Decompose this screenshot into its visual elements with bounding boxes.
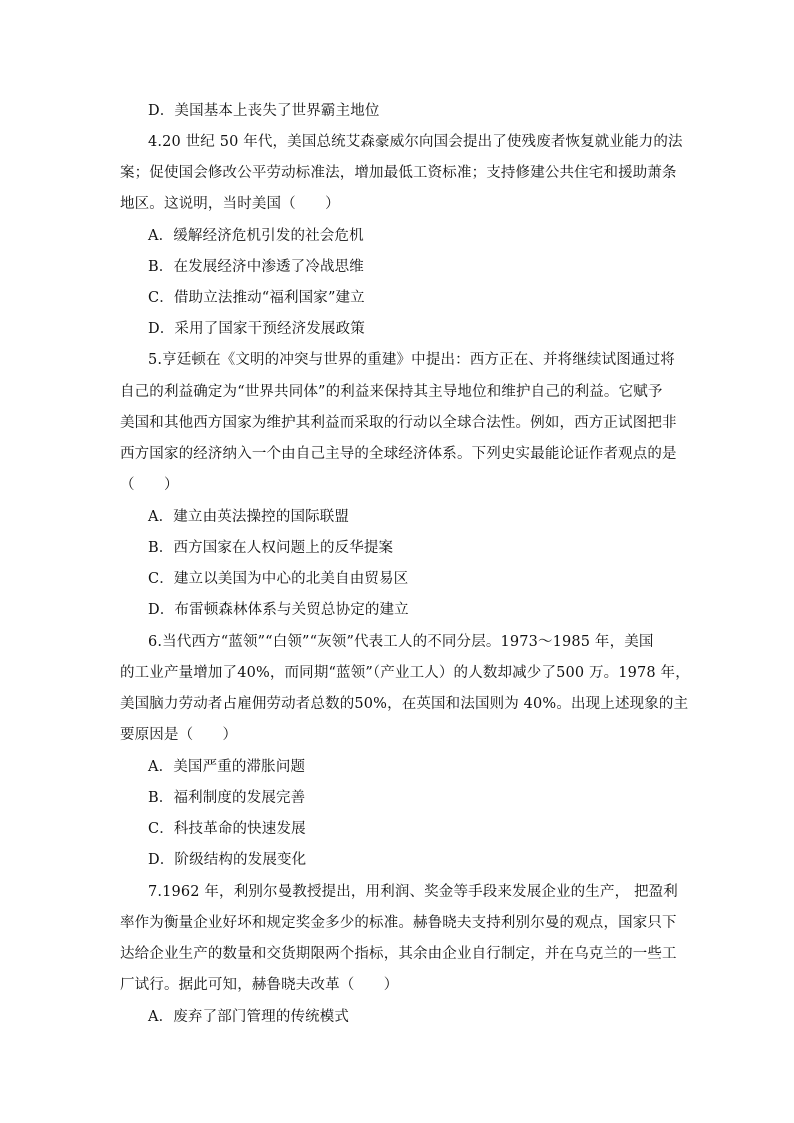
q6-option-c: C．科技革命的快速发展 xyxy=(148,821,306,837)
q4-stem-line-2: 案；促使国会修改公平劳动标准法，增加最低工资标准；支持修建公共住宅和援助萧条 xyxy=(120,165,677,181)
q6-stem-line-4: 要原因是（ ） xyxy=(120,727,238,743)
q5-stem-line-3: 美国和其他西方国家为维护其利益而采取的行动以全球合法性。例如，西方正试图把非 xyxy=(120,415,677,431)
q3-option-d: D．美国基本上丧失了世界霸主地位 xyxy=(148,103,380,119)
q7-stem-line-3: 达给企业生产的数量和交货期限两个指标，其余由企业自行制定，并在乌克兰的一些工 xyxy=(120,946,677,962)
q7-stem-line-2: 率作为衡量企业好坏和规定奖金多少的标准。赫鲁晓夫支持利别尔曼的观点，国家只下 xyxy=(120,915,677,931)
q5-option-b: B．西方国家在人权问题上的反华提案 xyxy=(148,540,394,556)
q5-stem-line-4: 西方国家的经济纳入一个由自己主导的全球经济体系。下列史实最能论证作者观点的是 xyxy=(120,446,677,462)
q4-stem-line-3: 地区。这说明，当时美国（ ） xyxy=(120,196,340,212)
q6-stem-line-1: 6.当代西方“蓝领”“白领”“灰领”代表工人的不同分层。1973～1985 年，美国 xyxy=(148,634,654,650)
q6-stem-line-2: 的工业产量增加了40%，而同期“蓝领”（产业工人）的人数却减少了500 万。1978 年， xyxy=(120,665,690,681)
q6-option-a: A．美国严重的滞胀问题 xyxy=(148,759,306,775)
q7-stem-line-1: 7.1962 年，利别尔曼教授提出，用利润、奖金等手段来发展企业的生产， 把盈利 xyxy=(148,884,678,900)
q6-option-b: B．福利制度的发展完善 xyxy=(148,790,306,806)
q5-stem-line-1: 5.亨廷顿在《文明的冲突与世界的重建》中提出：西方正在、并将继续试图通过将 xyxy=(148,352,675,368)
q4-stem-line-1: 4.20 世纪 50 年代，美国总统艾森豪威尔向国会提出了使残废者恢复就业能力的法 xyxy=(148,134,683,150)
q6-stem-line-3: 美国脑力劳动者占雇佣劳动者总数的50%，在英国和法国则为 40%。出现上述现象的主 xyxy=(120,696,689,712)
q4-option-d: D．采用了国家干预经济发展政策 xyxy=(148,321,365,337)
q4-option-b: B．在发展经济中渗透了冷战思维 xyxy=(148,259,364,275)
q5-option-a: A．建立由英法操控的国际联盟 xyxy=(148,509,350,525)
q4-option-c: C．借助立法推动“福利国家”建立 xyxy=(148,290,365,306)
q5-option-d: D．布雷顿森林体系与关贸总协定的建立 xyxy=(148,602,409,618)
q5-stem-line-5: （ ） xyxy=(120,477,179,493)
q5-option-c: C．建立以美国为中心的北美自由贸易区 xyxy=(148,571,409,587)
q4-option-a: A．缓解经济危机引发的社会危机 xyxy=(148,228,364,244)
q7-stem-line-4: 厂试行。据此可知，赫鲁晓夫改革（ ） xyxy=(120,977,399,993)
q5-stem-line-2: 自己的利益确定为“世界共同体”的利益来保持其主导地位和维护自己的利益。它赋予 xyxy=(120,384,663,400)
q7-option-a: A．废弃了部门管理的传统模式 xyxy=(148,1009,350,1025)
q6-option-d: D．阶级结构的发展变化 xyxy=(148,852,307,868)
